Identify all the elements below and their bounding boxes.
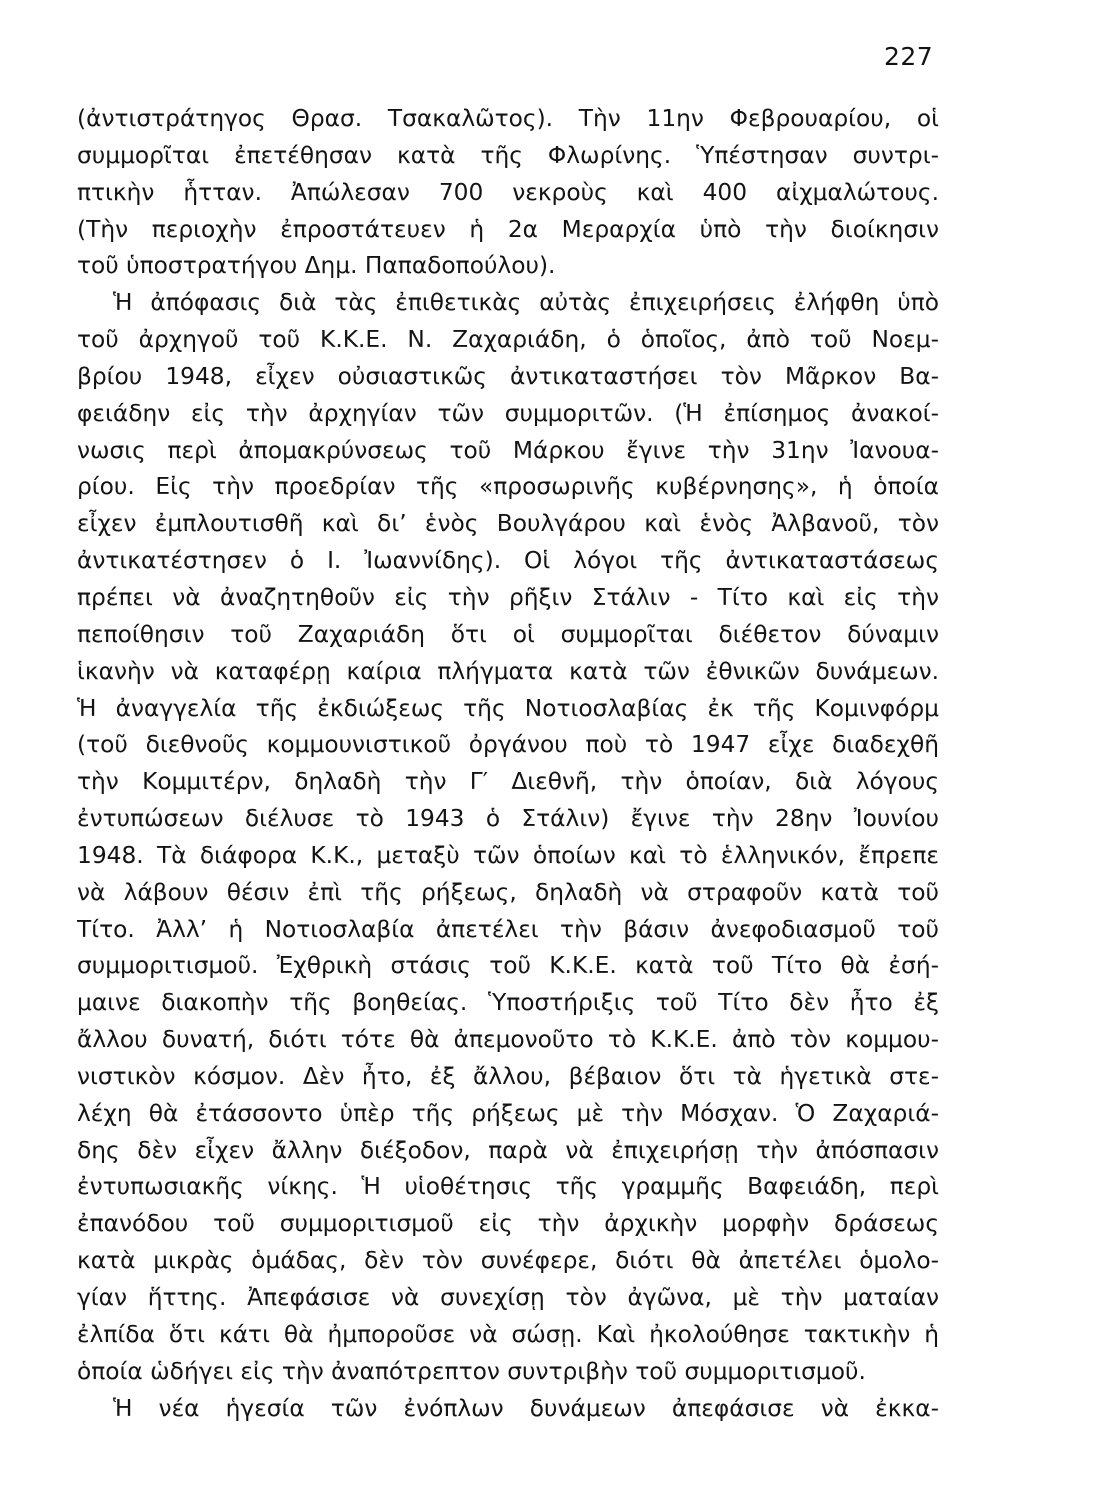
text-line: τοῦ ἀρχηγοῦ τοῦ Κ.Κ.Ε. Ν. Ζαχαριάδη, ὁ ὁποῖος, ἀπὸ τοῦ Νοεμ- — [77, 326, 939, 354]
text-line: (Τὴν περιοχὴν ἐπροστάτευεν ἡ 2α Μεραρχία ὑπὸ τὴν διοίκησιν — [77, 215, 939, 243]
text-line: τὴν Κομμιτέρν, δηλαδὴ τὴν Γ′ Διεθνῆ, τὴν ὁποίαν, διὰ λόγους — [77, 768, 939, 796]
text-line: ἀντικατέστησεν ὁ Ι. Ἰωαννίδης). Οἱ λόγοι τῆς ἀντικαταστάσεως — [77, 547, 939, 575]
text-line: Ἡ ἀπόφασις διὰ τὰς ἐπιθετικὰς αὐτὰς ἐπιχειρήσεις ἐλήφθη ὑπὸ — [113, 289, 939, 317]
text-line: πτικὴν ἧτταν. Ἀπώλεσαν 700 νεκροὺς καὶ 400 αἰχμαλώτους. — [77, 178, 939, 206]
text-line: ἐντυπωσιακῆς νίκης. Ἡ υἱοθέτησις τῆς γραμμῆς Βαφειάδη, περὶ — [77, 1173, 939, 1201]
text-line: βρίου 1948, εἶχεν οὐσιαστικῶς ἀντικαταστήσει τὸν Μᾶρκον Βα- — [77, 362, 939, 390]
text-line: (ἀντιστράτηγος Θρασ. Τσακαλῶτος). Τὴν 11ην Φεβρουαρίου, οἱ — [77, 105, 939, 132]
text-line: ρίου. Εἰς τὴν προεδρίαν τῆς «προσωρινῆς κυβέρνησης», ἡ ὁποία — [77, 473, 939, 501]
text-line: ὁποία ὡδήγει εἰς τὴν ἀναπότρεπτον συντριβὴν τοῦ συμμοριτισμοῦ. — [77, 1357, 866, 1385]
text-line: φειάδην εἰς τὴν ἀρχηγίαν τῶν συμμοριτῶν. (Ἡ ἐπίσημος ἀνακοί- — [77, 399, 939, 427]
text-line: ἄλλου δυνατή, διότι τότε θὰ ἀπεμονοῦτο τὸ Κ.Κ.Ε. ἀπὸ τὸν κομμου- — [77, 1026, 939, 1054]
text-line: κατὰ μικρὰς ὁμάδας, δὲν τὸν συνέφερε, διότι θὰ ἀπετέλει ὁμολο- — [77, 1247, 939, 1275]
text-line: συμμορῖται ἐπετέθησαν κατὰ τῆς Φλωρίνης. Ὑπέστησαν συντρι- — [77, 141, 939, 169]
text-line: Ἡ ἀναγγελία τῆς ἐκδιώξεως τῆς Νοτιοσλαβίας ἐκ τῆς Κομινφόρμ — [77, 694, 939, 722]
text-line: τοῦ ὑποστρατήγου Δημ. Παπαδοπούλου). — [77, 252, 556, 280]
text-line: ἐλπίδα ὅτι κάτι θὰ ἠμποροῦσε νὰ σώσῃ. Καὶ ἠκολούθησε τακτικὴν ἡ — [77, 1320, 939, 1348]
body-text — [77, 101, 939, 1427]
text-line: Ἡ νέα ἡγεσία τῶν ἐνόπλων δυνάμεων ἀπεφάσισε νὰ ἐκκα- — [113, 1394, 939, 1422]
text-line: μαινε διακοπὴν τῆς βοηθείας. Ὑποστήριξις τοῦ Τίτο δὲν ἦτο ἐξ — [77, 989, 939, 1017]
text-line: πρέπει νὰ ἀναζητηθοῦν εἰς τὴν ρῆξιν Στάλιν - Τίτο καὶ εἰς τὴν — [77, 583, 939, 611]
text-line: δης δὲν εἶχεν ἄλλην διέξοδον, παρὰ νὰ ἐπιχειρήσῃ τὴν ἀπόσπασιν — [77, 1136, 939, 1164]
text-line: πεποίθησιν τοῦ Ζαχαριάδη ὅτι οἱ συμμορῖται διέθετον δύναμιν — [77, 620, 939, 648]
text-line: νὰ λάβουν θέσιν ἐπὶ τῆς ρήξεως, δηλαδὴ νὰ στραφοῦν κατὰ τοῦ — [77, 878, 939, 906]
text-line: νωσις περὶ ἀπομακρύνσεως τοῦ Μάρκου ἔγινε τὴν 31ην Ἰανουα- — [77, 436, 939, 464]
text-line: νιστικὸν κόσμον. Δὲν ἦτο, ἐξ ἄλλου, βέβαιον ὅτι τὰ ἡγετικὰ στε- — [77, 1062, 939, 1090]
text-line: ἐπανόδου τοῦ συμμοριτισμοῦ εἰς τὴν ἀρχικὴν μορφὴν δράσεως — [77, 1210, 939, 1238]
text-line: λέχη θὰ ἐτάσσοντο ὑπὲρ τῆς ρήξεως μὲ τὴν Μόσχαν. Ὁ Ζαχαριά- — [77, 1099, 939, 1127]
text-line: (τοῦ διεθνοῦς κομμουνιστικοῦ ὀργάνου ποὺ τὸ 1947 εἶχε διαδεχθῆ — [77, 731, 939, 759]
text-line: 1948. Τὰ διάφορα Κ.Κ., μεταξὺ τῶν ὁποίων καὶ τὸ ἑλληνικόν, ἔπρεπε — [77, 841, 939, 869]
text-line: γίαν ἥττης. Ἀπεφάσισε νὰ συνεχίσῃ τὸν ἀγῶνα, μὲ τὴν ματαίαν — [77, 1284, 939, 1311]
page-number: 227 — [884, 42, 934, 71]
text-line: εἶχεν ἐμπλουτισθῆ καὶ δι’ ἑνὸς Βουλγάρου καὶ ἑνὸς Ἀλβανοῦ, τὸν — [77, 510, 939, 538]
text-line: ἐντυπώσεων διέλυσε τὸ 1943 ὁ Στάλιν) ἔγινε τὴν 28ην Ἰουνίου — [77, 805, 939, 833]
text-line: συμμοριτισμοῦ. Ἐχθρικὴ στάσις τοῦ Κ.Κ.Ε. κατὰ τοῦ Τίτο θὰ ἐσή- — [77, 952, 939, 980]
text-line: Τίτο. Ἀλλ’ ἡ Νοτιοσλαβία ἀπετέλει τὴν βάσιν ἀνεφοδιασμοῦ τοῦ — [77, 915, 939, 943]
text-line: ἱκανὴν νὰ καταφέρῃ καίρια πλήγματα κατὰ τῶν ἐθνικῶν δυνάμεων. — [77, 657, 939, 685]
